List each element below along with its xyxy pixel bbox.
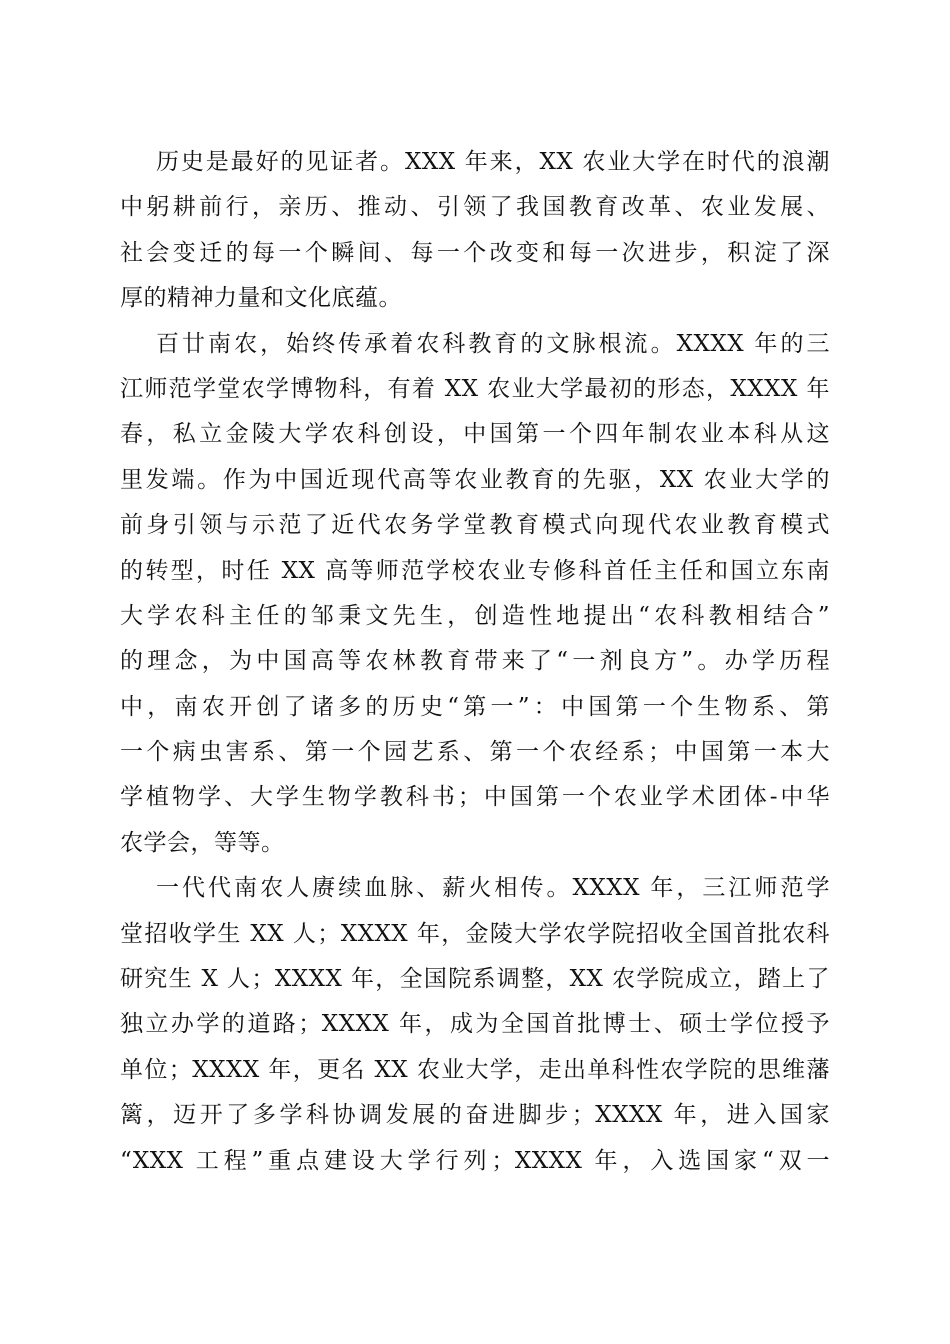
paragraph-history-witness bbox=[120, 140, 830, 322]
text-line: 江师范学堂农学博物科，有着 XX 农业大学最初的形态，XXXX 年 bbox=[120, 375, 830, 402]
text-line: 篱，迈开了多学科协调发展的奋进脚步；XXXX 年，进入国家 bbox=[120, 1102, 830, 1129]
text-line: 社会变迁的每一个瞬间、每一个改变和每一次进步，积淀了深 bbox=[120, 239, 830, 266]
text-line: 历史是最好的见证者。XXX 年来，XX 农业大学在时代的浪潮 bbox=[156, 149, 830, 175]
text-line: 大学农科主任的邹秉文先生，创造性地提出“农科教相结合” bbox=[120, 602, 830, 629]
paragraph-origins bbox=[120, 322, 830, 867]
text-line: 的转型，时任 XX 高等师范学校农业专修科首任主任和国立东南 bbox=[120, 557, 830, 584]
text-line: “XXX 工程”重点建设大学行列；XXXX 年，入选国家“双一 bbox=[120, 1147, 830, 1174]
text-line: 百廿南农，始终传承着农科教育的文脉根流。XXXX 年的三 bbox=[156, 330, 830, 357]
text-line: 研究生 X 人；XXXX 年，全国院系调整，XX 农学院成立，踏上了 bbox=[120, 966, 830, 993]
text-line: 春，私立金陵大学农科创设，中国第一个四年制农业本科从这 bbox=[120, 421, 830, 448]
paragraph-generations bbox=[120, 866, 830, 1184]
text-line: 单位；XXXX 年，更名 XX 农业大学，走出单科性农学院的思维藩 bbox=[120, 1056, 830, 1083]
text-line: 一代代南农人赓续血脉、薪火相传。XXXX 年，三江师范学 bbox=[156, 875, 830, 902]
text-line: 独立办学的道路；XXXX 年，成为全国首批博士、硕士学位授予 bbox=[120, 1011, 830, 1038]
text-line: 中，南农开创了诸多的历史“第一”：中国第一个生物系、第 bbox=[120, 693, 830, 720]
text-line: 的理念，为中国高等农林教育带来了“一剂良方”。办学历程 bbox=[120, 648, 830, 675]
document-page bbox=[120, 140, 830, 1184]
text-line: 里发端。作为中国近现代高等农业教育的先驱，XX 农业大学的 bbox=[120, 466, 830, 493]
text-line: 农学会，等等。 bbox=[120, 829, 285, 856]
text-line: 前身引领与示范了近代农务学堂教育模式向现代农业教育模式 bbox=[120, 512, 830, 539]
text-line: 中躬耕前行，亲历、推动、引领了我国教育改革、农业发展、 bbox=[120, 194, 830, 221]
text-line: 堂招收学生 XX 人；XXXX 年，金陵大学农学院招收全国首批农科 bbox=[120, 920, 830, 947]
text-line: 学植物学、大学生物学教科书；中国第一个农业学术团体-中华 bbox=[120, 784, 830, 811]
text-line: 一个病虫害系、第一个园艺系、第一个农经系；中国第一本大 bbox=[120, 739, 830, 766]
text-line: 厚的精神力量和文化底蕴。 bbox=[120, 285, 402, 312]
